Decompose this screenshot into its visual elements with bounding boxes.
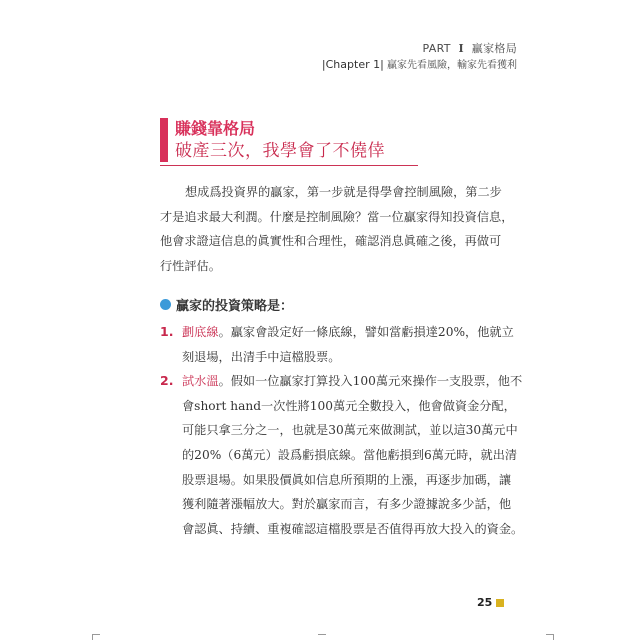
list-line — [182, 320, 514, 345]
part-roman-numeral: I — [458, 42, 464, 55]
list-line: 獲利隨著漲幅放大。對於贏家而言，有多少證據說多少話，他 — [182, 497, 512, 512]
list-line: 會short hand一次性將100萬元全數投入，他會做資金分配， — [182, 398, 516, 413]
crop-mark — [553, 634, 554, 640]
list-line: 可能只拿三分之一，也就是30萬元來做測試，並以這30萬元中 — [182, 423, 518, 438]
list-number: 2. — [160, 373, 174, 389]
page-number-marker — [496, 599, 504, 607]
list-line: 股票退場。如果股價眞如信息所預期的上漲，再逐步加碼，讓 — [182, 472, 512, 487]
crop-mark — [92, 634, 93, 640]
strategy-list — [160, 320, 524, 541]
list-line: 會認眞、持續、重複確認這檔股票是否值得再放大投入的資金。 — [182, 521, 524, 536]
list-line-text: 。贏家會設定好一條底線，譬如當虧損達20%，他就立 — [218, 325, 514, 339]
list-item — [160, 369, 524, 541]
paragraph-line: 他會求證這信息的眞實性和合理性，確認消息眞確之後，再做可 — [160, 234, 502, 249]
crop-mark — [92, 634, 100, 635]
intro-paragraph — [160, 180, 514, 278]
paragraph-line: 才是追求最大利潤。什麼是控制風險？當一位贏家得知投資信息， — [160, 209, 514, 224]
chapter-title: 贏家先看風險，輸家先看獲利 — [387, 60, 517, 71]
strategy-heading — [160, 295, 293, 314]
paragraph-line: 想成爲投資界的贏家，第一步就是得學會控制風險，第二步 — [185, 185, 502, 199]
strategy-term: 試水溫 — [182, 374, 219, 389]
heading-accent-bar — [160, 118, 168, 162]
list-line: 的20%（6萬元）設爲虧損底線。當他虧損到6萬元時，就出清 — [182, 447, 518, 462]
list-line — [182, 369, 523, 394]
page-number: 25 — [477, 596, 493, 609]
list-line: 刻退場，出清手中這檔股票。 — [182, 349, 341, 364]
running-header-part — [423, 40, 517, 56]
part-label: PART — [422, 42, 451, 55]
chapter-prefix: |Chapter 1| — [321, 58, 384, 71]
list-item — [160, 320, 514, 369]
list-line-text: 。假如一位贏家打算投入100萬元來操作一支股票，他不 — [218, 374, 523, 389]
crop-mark — [318, 634, 326, 635]
strategy-heading-text: 贏家的投資策略是： — [176, 299, 294, 314]
heading-underline — [160, 165, 418, 166]
running-header-chapter — [322, 56, 517, 71]
list-number: 1. — [160, 324, 174, 339]
paragraph-line: 行性評估。 — [160, 258, 221, 273]
bullet-dot-icon — [160, 299, 171, 310]
section-subheading: 破產三次，我學會了不僥倖 — [175, 141, 385, 161]
section-heading: 賺錢靠格局 — [175, 119, 256, 138]
strategy-term: 劃底線 — [182, 325, 219, 339]
part-title: 贏家格局 — [471, 42, 517, 55]
